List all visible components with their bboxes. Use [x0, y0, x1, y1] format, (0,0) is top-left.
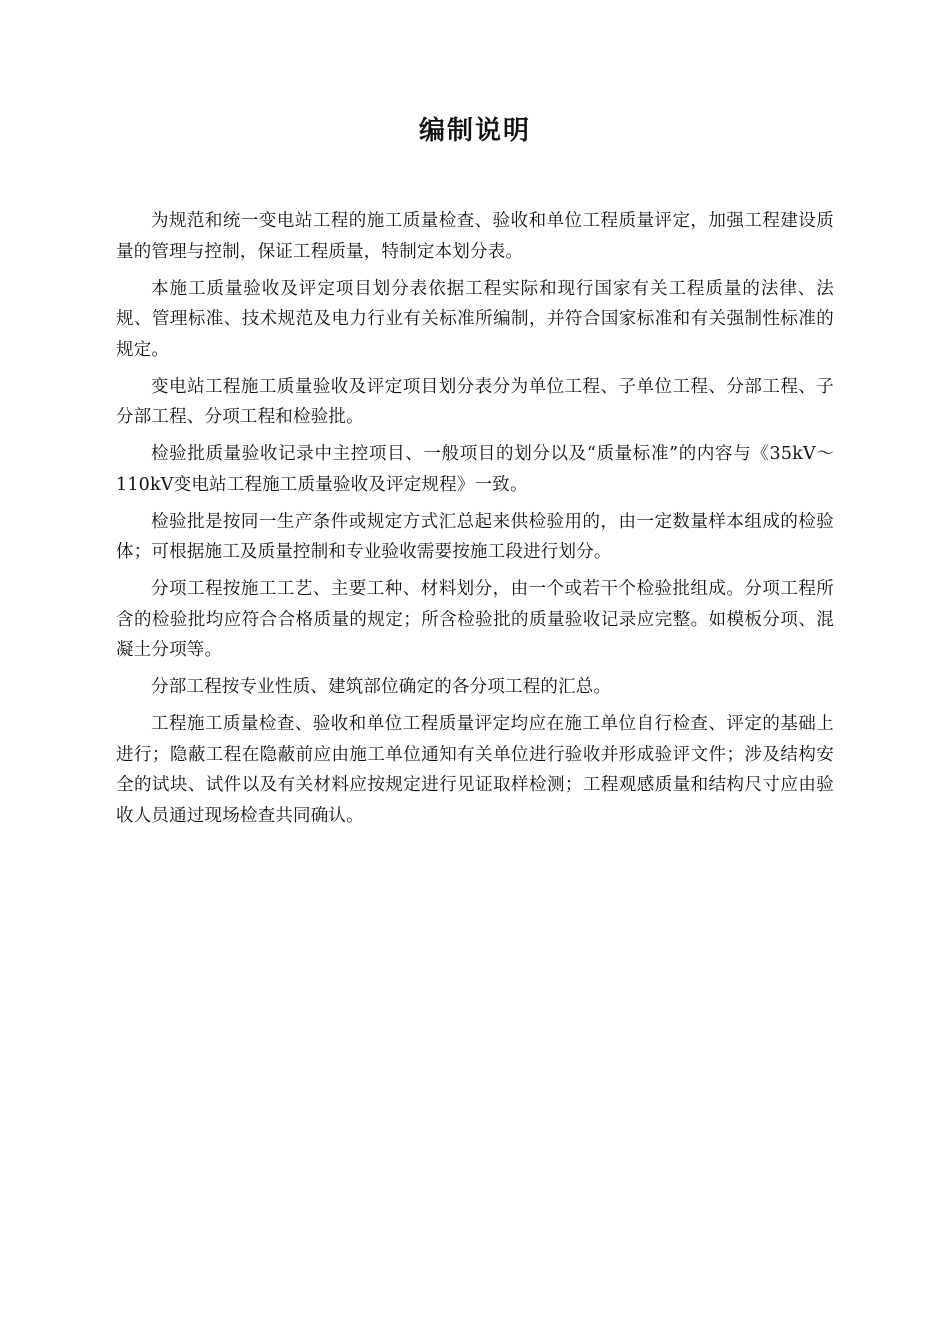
paragraph-division: 变电站工程施工质量验收及评定项目划分表分为单位工程、子单位工程、分部工程、子分部工程、分项工程和检验批。 [116, 376, 834, 427]
paragraph-basis: 本施工质量验收及评定项目划分表依据工程实际和现行国家有关工程质量的法律、法规、管理标准、技术规范及电力行业有关标准所编制，并符合国家标准和有关强制性标准的规定。 [116, 278, 834, 360]
paragraph-purpose: 为规范和统一变电站工程的施工质量检查、验收和单位工程质量评定，加强工程建设质量的管理与控制，保证工程质量，特制定本划分表。 [116, 211, 834, 262]
paragraph-inspection-lot: 检验批是按同一生产条件或规定方式汇总起来供检验用的，由一定数量样本组成的检验体；可根据施工及质量控制和专业验收需要按施工段进行划分。 [116, 511, 834, 562]
paragraph-quality-check: 工程施工质量检查、验收和单位工程质量评定均应在施工单位自行检查、评定的基础上进行；隐蔽工程在隐蔽前应由施工单位通知有关单位进行验收并形成验评文件；涉及结构安全的试块、试件以及有关材料应按规定进行见证取样检测；工程观感质量和结构尺寸应由验收人员通过现场检查共同确认。 [116, 714, 834, 826]
paragraph-sub-item: 分项工程按施工工艺、主要工种、材料划分，由一个或若干个检验批组成。分项工程所含的检验批均应符合合格质量的规定；所含检验批的质量验收记录应完整。如模板分项、混凝土分项等。 [116, 579, 834, 660]
document-body [116, 206, 834, 831]
document-title: 编制说明 [418, 116, 531, 146]
paragraph-division-work: 分部工程按专业性质、建筑部位确定的各分项工程的汇总。 [151, 677, 612, 697]
paragraph-inspection-record: 检验批质量验收记录中主控项目、一般项目的划分以及“质量标准”的内容与《35kV～110kV变电站工程施工质量验收及评定规程》一致。 [116, 444, 834, 495]
